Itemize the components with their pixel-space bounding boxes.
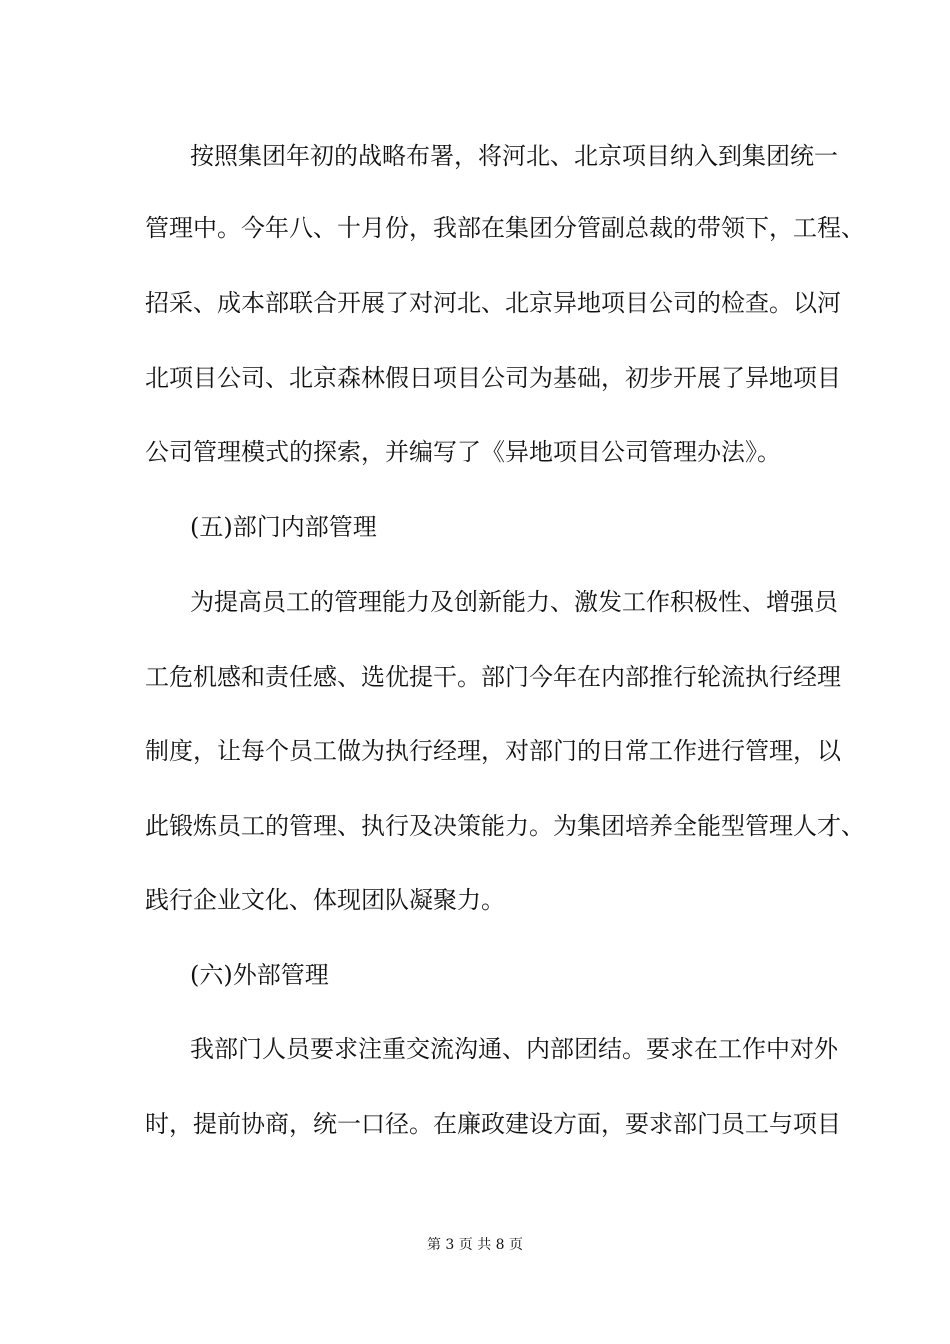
paragraph-line: 此锻炼员工的管理、执行及决策能力。为集团培养全能型管理人才、 [145,812,865,840]
paragraph-line: 招采、成本部联合开展了对河北、北京异地项目公司的检查。以河 [145,289,841,317]
section-heading: (五)部门内部管理 [190,513,377,541]
paragraph-line: 按照集团年初的战略布署，将河北、北京项目纳入到集团统一 [190,142,838,170]
paragraph-line: 践行企业文化、体现团队凝聚力。 [145,886,505,914]
paragraph-line: 管理中。今年八、十月份，我部在集团分管副总裁的带领下，工程、 [145,214,865,242]
paragraph-line: 北项目公司、北京森林假日项目公司为基础，初步开展了异地项目 [145,364,841,392]
paragraph-line: 工危机感和责任感、选优提干。部门今年在内部推行轮流执行经理 [145,663,841,691]
paragraph-line: 时，提前协商，统一口径。在廉政建设方面，要求部门员工与项目 [145,1110,841,1138]
paragraph-line: 我部门人员要求注重交流沟通、内部团结。要求在工作中对外 [190,1035,838,1063]
paragraph-line: 公司管理模式的探索，并编写了《异地项目公司管理办法》。 [145,438,781,466]
paragraph-line: 为提高员工的管理能力及创新能力、激发工作积极性、增强员 [190,588,838,616]
paragraph-line: 制度，让每个员工做为执行经理，对部门的日常工作进行管理，以 [145,737,841,765]
page-number-footer: 第 3 页 共 8 页 [426,1237,524,1253]
section-heading: (六)外部管理 [190,961,329,989]
